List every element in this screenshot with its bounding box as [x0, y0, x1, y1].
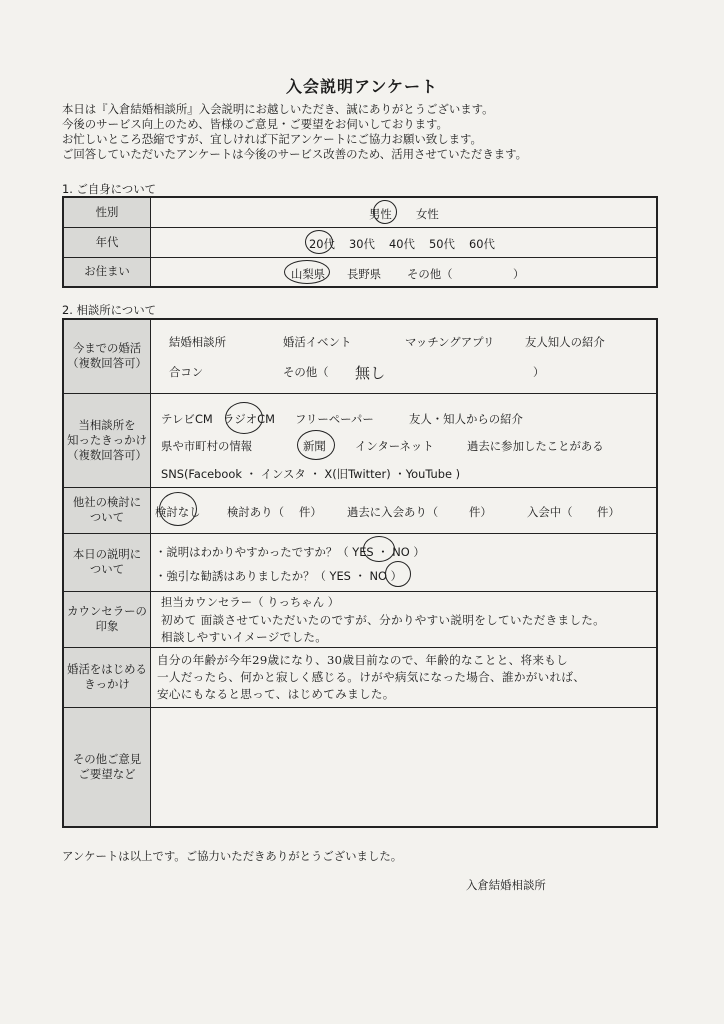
gender-options — [151, 197, 658, 227]
label-line: 知ったきっかけ — [67, 432, 147, 447]
option-yamanashi[interactable]: 山梨県 — [291, 266, 326, 281]
section1-table — [62, 196, 658, 288]
label-line: 印象 — [95, 619, 119, 633]
close-paren: ） — [513, 266, 525, 281]
option-20s[interactable]: 20代 — [309, 236, 335, 251]
option-tv-cm[interactable]: テレビCM — [161, 411, 213, 426]
label-line: 今までの婚活 — [72, 341, 142, 356]
option-50s[interactable]: 50代 — [429, 236, 455, 251]
counselor-impression — [151, 591, 658, 647]
selection-circle — [305, 230, 333, 254]
label-line: 婚活をはじめる — [67, 662, 147, 676]
label-line: 他社の検討に — [72, 495, 142, 509]
label-line: ついて — [89, 510, 125, 524]
reason-text — [151, 647, 658, 707]
selection-circle — [225, 402, 263, 434]
handwritten-none: 無し — [355, 364, 386, 382]
residence-label: お住まい — [63, 257, 151, 287]
residence-row — [63, 257, 657, 287]
close-paren: ） — [533, 365, 545, 379]
label-line: （複数回答可） — [67, 356, 147, 371]
other-agencies-options — [151, 487, 658, 533]
option-considered[interactable]: 検討あり（ — [227, 504, 284, 519]
option-30s[interactable]: 30代 — [349, 236, 375, 251]
question-clarity: ・説明はわかりやすかったですか？（ YES ・ NO ） — [155, 544, 425, 559]
option-municipal-info[interactable]: 県や市町村の情報 — [161, 438, 253, 453]
past-activities-label — [63, 319, 151, 393]
option-matching-app[interactable]: マッチングアプリ — [405, 335, 495, 349]
closing-message: アンケートは以上です。ご協力いただきありがとうございました。 — [62, 849, 403, 863]
label-line: 本日の説明に — [72, 547, 142, 561]
counselor-row — [63, 591, 657, 647]
counselor-comment: 初めて 面談させていただいたのですが、分かりやすい説明をしていただきました。 — [161, 612, 606, 627]
answer-no-circle — [385, 561, 411, 587]
comments-label — [63, 707, 151, 827]
reason-line: 自分の年齢が今年29歳になり、30歳目前なので、年齢的なことと、将来もし — [157, 652, 569, 667]
age-label: 年代 — [63, 227, 151, 257]
today-explanation-questions — [151, 533, 658, 591]
selection-circle — [159, 492, 197, 526]
age-row — [63, 227, 657, 257]
counselor-label — [63, 591, 151, 647]
option-female[interactable]: 女性 — [416, 207, 439, 221]
comments-row — [63, 707, 657, 827]
option-past-participation[interactable]: 過去に参加したことがある — [467, 438, 604, 453]
reason-line: 安心にもなると思って、はじめてみました。 — [157, 686, 395, 701]
option-not-considered[interactable]: 検討なし — [155, 504, 201, 519]
option-past-member[interactable]: 過去に入会あり（ — [347, 504, 439, 519]
reason-line: 一人だったら、何かと寂しく感じる。けがや病気になった場合、誰かがいれば、 — [157, 669, 586, 684]
past-activities-options — [151, 319, 658, 393]
option-other[interactable]: その他（ — [283, 365, 329, 379]
option-60s[interactable]: 60代 — [469, 236, 495, 251]
count-suffix: 件） — [597, 504, 620, 519]
option-male[interactable]: 男性 — [369, 207, 392, 221]
option-radio-cm[interactable]: ラジオCM — [223, 411, 275, 426]
selection-circle — [373, 200, 397, 224]
other-agencies-label — [63, 487, 151, 533]
option-friend-introduction[interactable]: 友人知人の紹介 — [525, 335, 605, 349]
option-40s[interactable]: 40代 — [389, 236, 415, 251]
label-line: きっかけ — [84, 677, 130, 691]
answer-yes-circle — [363, 536, 395, 562]
label-line: ご要望など — [78, 766, 136, 781]
selection-circle — [297, 430, 335, 460]
count-suffix: 件） — [299, 504, 322, 519]
reason-label — [63, 647, 151, 707]
option-other[interactable]: その他（ — [407, 266, 453, 281]
question-pressure: ・強引な勧誘はありましたか？（ YES ・ NO ） — [155, 568, 402, 583]
section2-table — [62, 318, 658, 828]
counselor-comment: 相談しやすいイメージでした。 — [161, 629, 328, 644]
option-newspaper[interactable]: 新聞 — [303, 438, 326, 453]
label-line: （複数回答可） — [67, 447, 147, 462]
today-explanation-label — [63, 533, 151, 591]
residence-options — [151, 257, 658, 287]
page-title: 入会説明アンケート — [285, 77, 439, 96]
intro-line: 今後のサービス向上のため、皆様のご意見・ご要望をお伺いしております。 — [62, 117, 448, 131]
selection-circle — [284, 260, 330, 284]
option-konkatsu-event[interactable]: 婚活イベント — [283, 335, 352, 349]
label-line: カウンセラーの — [67, 604, 147, 618]
option-goukon[interactable]: 合コン — [169, 365, 204, 379]
today-explanation-row — [63, 533, 657, 591]
count-suffix: 件） — [469, 504, 492, 519]
reason-row — [63, 647, 657, 707]
option-free-paper[interactable]: フリーペーパー — [295, 411, 374, 426]
gender-label: 性別 — [63, 197, 151, 227]
option-marriage-agency[interactable]: 結婚相談所 — [169, 335, 226, 349]
option-sns[interactable]: SNS(Facebook ・ インスタ ・ X(旧Twitter) ・YouTube ) — [161, 466, 461, 481]
option-nagano[interactable]: 長野県 — [347, 266, 382, 281]
intro-line: 本日は『入倉結婚相談所』入会説明にお越しいただき、誠にありがとうございます。 — [62, 102, 494, 116]
option-current-member[interactable]: 入会中（ — [527, 504, 573, 519]
comments-input[interactable] — [151, 707, 658, 827]
intro-line: お忙しいところ恐縮ですが、宜しければ下記アンケートにご協力お願い致します。 — [62, 132, 482, 146]
section2-heading: 2. 相談所について — [62, 303, 156, 317]
intro-line: ご回答していただいたアンケートは今後のサービス改善のため、活用させていただきます。 — [62, 147, 527, 161]
label-line: その他ご意見 — [72, 751, 142, 766]
trigger-label — [63, 393, 151, 487]
other-agencies-row — [63, 487, 657, 533]
past-activities-row — [63, 319, 657, 393]
trigger-row — [63, 393, 657, 487]
gender-row — [63, 197, 657, 227]
label-line: 当相談所を — [78, 417, 136, 432]
section1-heading: 1. ご自身について — [62, 182, 156, 196]
label-line: ついて — [89, 562, 125, 576]
counselor-name-line: 担当カウンセラー（ りっちゃん ） — [161, 594, 340, 609]
organization-name: 入倉結婚相談所 — [466, 878, 546, 892]
age-options — [151, 227, 658, 257]
trigger-options — [151, 393, 658, 487]
option-friend-referral[interactable]: 友人・知人からの紹介 — [409, 411, 523, 426]
option-internet[interactable]: インターネット — [355, 438, 434, 453]
